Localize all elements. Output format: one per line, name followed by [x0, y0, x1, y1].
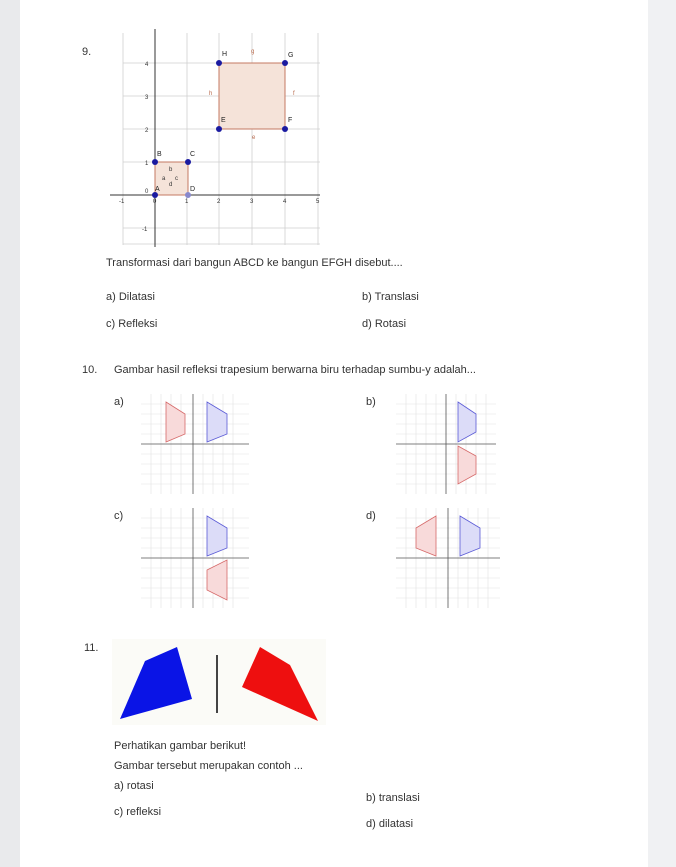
- q11-option-a[interactable]: a) rotasi: [114, 780, 154, 792]
- label-b: B: [157, 151, 162, 158]
- x-tick-label: 3: [250, 199, 254, 205]
- question-11-number: 11.: [84, 642, 99, 654]
- q11-option-d[interactable]: d) dilatasi: [366, 818, 414, 830]
- point-e: [216, 126, 222, 132]
- x-tick-label: 5: [316, 199, 320, 205]
- blue-trapezium: [458, 402, 476, 442]
- q9-option-c[interactable]: c) Refleksi: [106, 318, 158, 330]
- q11-reflection-image: [112, 639, 326, 725]
- question-10-number: 10.: [82, 364, 98, 376]
- q10-option-c-graph[interactable]: [141, 508, 249, 608]
- side-label-a: a: [162, 176, 166, 182]
- y-tick-label: 1: [145, 161, 149, 167]
- question-9-number: 9.: [82, 46, 92, 58]
- q9-option-d[interactable]: d) Rotasi: [362, 318, 407, 330]
- question-9-text: Transformasi dari bangun ABCD ke bangun EFGH disebut....: [106, 257, 403, 269]
- q11-option-b[interactable]: b) translasi: [366, 792, 420, 804]
- question-10-text: Gambar hasil refleksi trapesium berwarna biru terhadap sumbu-y adalah...: [114, 364, 476, 376]
- label-a: A: [155, 186, 160, 193]
- q10-option-b-graph[interactable]: [396, 394, 496, 494]
- y-tick-label: 2: [145, 128, 149, 134]
- label-c: C: [190, 151, 196, 158]
- y-tick-label: 4: [145, 62, 149, 68]
- x-tick-label: -1: [119, 199, 125, 205]
- q10-option-d-label[interactable]: d): [366, 510, 376, 522]
- side-label-b: b: [169, 167, 173, 173]
- point-g: [282, 60, 288, 66]
- x-tick-label: 1: [185, 199, 189, 205]
- q10-option-a-graph[interactable]: [141, 394, 249, 494]
- q10-option-b-label[interactable]: b): [366, 396, 376, 408]
- side-label-h: h: [209, 91, 213, 97]
- question-11-text: Gambar tersebut merupakan contoh ...: [114, 760, 303, 772]
- side-label-d: d: [169, 182, 173, 188]
- q9-option-b[interactable]: b) Translasi: [362, 291, 419, 303]
- q10-option-a-label[interactable]: a): [114, 396, 124, 408]
- red-trapezium: [207, 560, 227, 600]
- y-tick-label: 0: [145, 189, 149, 195]
- y-tick-label: -1: [142, 227, 148, 233]
- blue-trapezium: [460, 516, 480, 556]
- label-h: H: [222, 51, 228, 58]
- red-trapezium: [416, 516, 436, 556]
- x-tick-label: 0: [153, 199, 157, 205]
- label-f: F: [288, 117, 293, 124]
- left-margin: [0, 0, 20, 867]
- point-f: [282, 126, 288, 132]
- side-label-c: c: [175, 176, 178, 182]
- blue-trapezium: [207, 516, 227, 556]
- side-label-g: g: [251, 49, 255, 55]
- point-h: [216, 60, 222, 66]
- q10-option-c-label[interactable]: c): [114, 510, 124, 522]
- label-g: G: [288, 52, 294, 59]
- question-11-instruction: Perhatikan gambar berikut!: [114, 740, 247, 752]
- side-label-f: f: [293, 91, 295, 97]
- point-b: [152, 159, 158, 165]
- q9-option-a[interactable]: a) Dilatasi: [106, 291, 155, 303]
- red-trapezium: [166, 402, 185, 442]
- q11-option-c[interactable]: c) refleksi: [114, 806, 162, 818]
- q10-option-d-graph[interactable]: [396, 508, 500, 608]
- blue-trapezium: [207, 402, 227, 442]
- red-trapezium: [458, 446, 476, 484]
- label-d: D: [190, 186, 196, 193]
- y-tick-label: 3: [145, 95, 149, 101]
- q9-coordinate-graph: [105, 25, 330, 250]
- point-c: [185, 159, 191, 165]
- label-e: E: [221, 117, 226, 124]
- square-efgh: [219, 63, 285, 129]
- x-tick-label: 4: [283, 199, 287, 205]
- side-label-e: e: [252, 135, 256, 141]
- x-tick-label: 2: [217, 199, 221, 205]
